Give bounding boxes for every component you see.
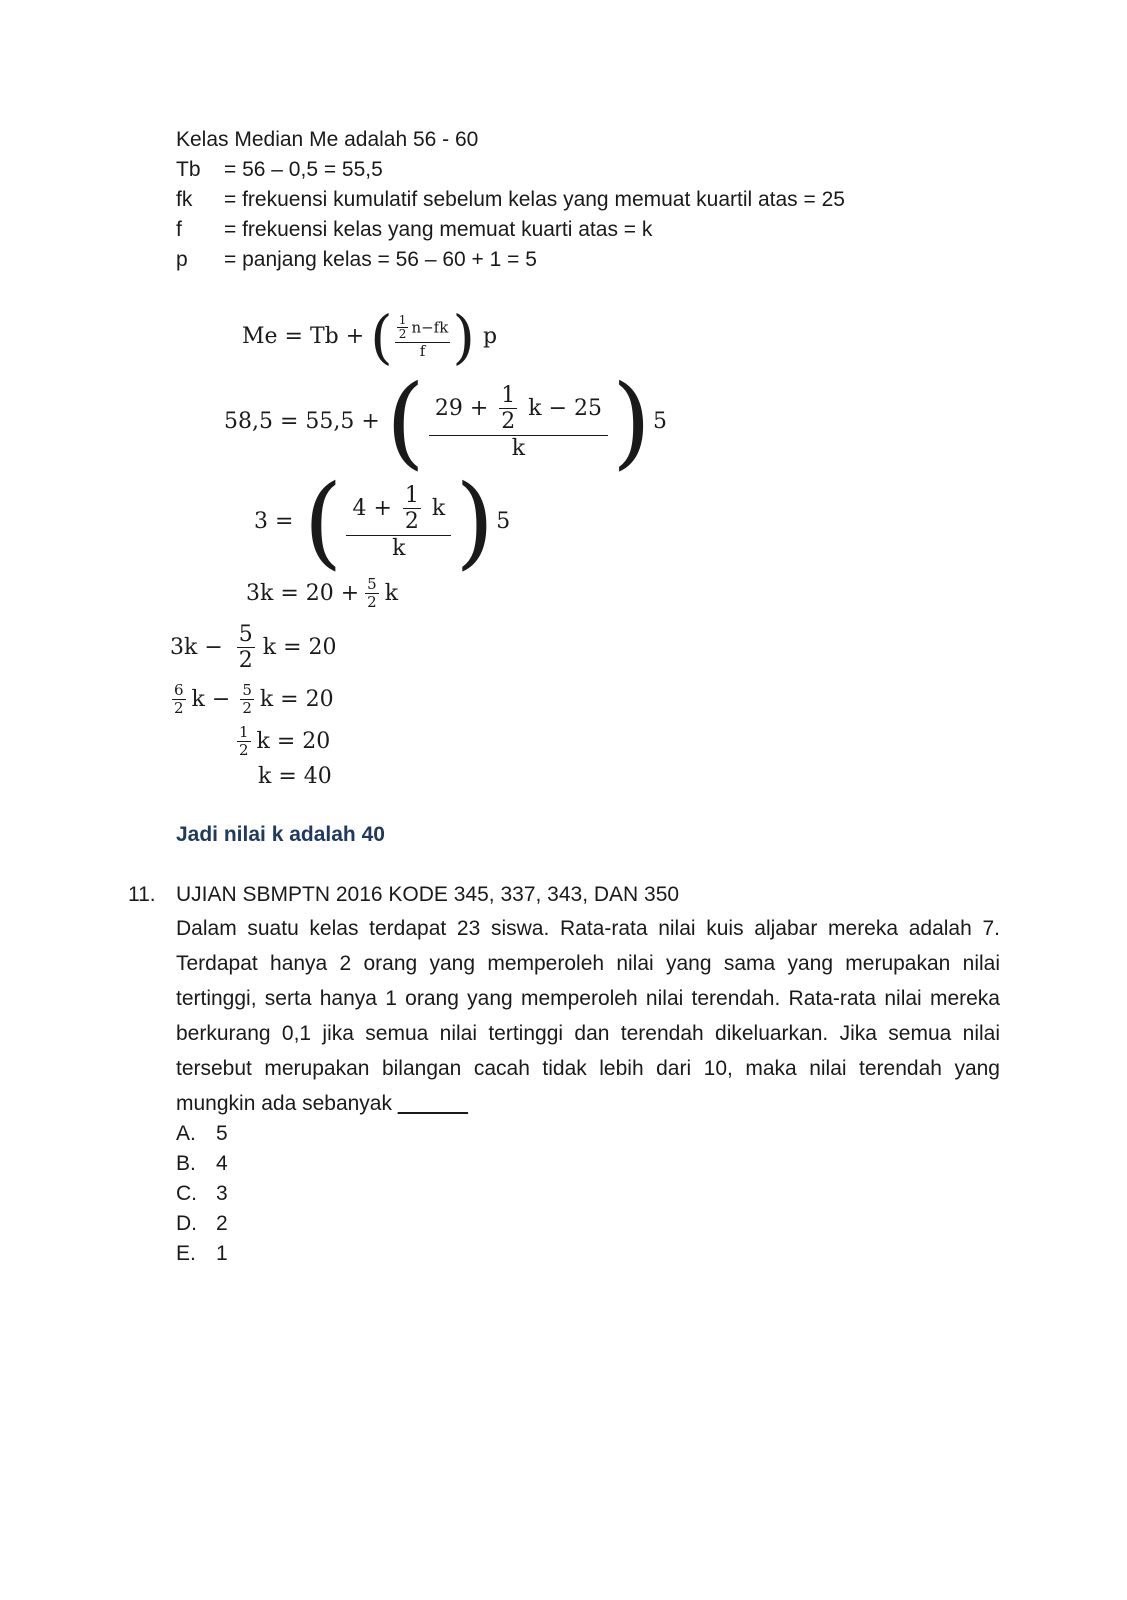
def-label-tb: Tb xyxy=(176,158,201,181)
right-paren: ) xyxy=(455,463,495,580)
conclusion: Jadi nilai k adalah 40 xyxy=(176,823,385,846)
question-body: Dalam suatu kelas terdapat 23 siswa. Rata-rata nilai kuis aljabar mereka adalah 7. Terdapat hanya 2 orang yang memperoleh nilai yang sama yang merupakan nilai tertinggi, serta hanya 1 orang yang memperoleh nilai terendah. Rata-rata nilai mereka berkurang 0,1 jika semua nilai tertinggi dan terendah dikeluarkan. Jika semua nilai tersebut merupakan bilangan cacah tidak lebih dari 10, maka nilai terendah yang mungkin ada sebanyak ______ xyxy=(176,917,1000,1115)
equation-5: 3k − $\frac{5}{2}$ k = 20 xyxy=(170,622,337,674)
equation-2: 58,5 = 55,5 + ( 29 + $\frac{1}{2}$ k − 25 k ) 5 xyxy=(224,363,668,480)
def-value-fk: = frekuensi kumulatif sebelum kelas yang memuat kuartil atas = 25 xyxy=(224,188,845,211)
equation-6: $\frac{6}{2}$ k − $\frac{5}{2}$ k = 20 xyxy=(174,681,334,718)
fraction: $\frac{5}{2}$ xyxy=(367,575,377,612)
equation-8: k = 40 xyxy=(258,764,332,789)
equation-7: $\frac{1}{2}$ k = 20 xyxy=(239,723,331,760)
left-paren: ( xyxy=(303,463,343,580)
median-formula: Me = Tb + ( $\frac{1}{2}$ n−fk f ) p xyxy=(242,303,498,371)
right-paren: ) xyxy=(612,363,652,480)
fraction: $\frac{1}{2}$ xyxy=(239,723,249,760)
def-value-p: = panjang kelas = 56 – 60 + 1 = 5 xyxy=(224,248,537,271)
left-paren: ( xyxy=(385,363,425,480)
fraction: $\frac{5}{2}$ xyxy=(238,622,253,674)
median-class-line: Kelas Median Me adalah 56 - 60 xyxy=(176,128,479,151)
option-a[interactable]: A. 5 xyxy=(176,1122,228,1145)
equation-4: 3k = 20 + $\frac{5}{2}$ k xyxy=(246,575,399,612)
def-value-f: = frekuensi kelas yang memuat kuarti atas = k xyxy=(224,218,653,241)
fraction: 29 + $\frac{1}{2}$ k − 25 k xyxy=(429,383,608,461)
answer-blank: ______ xyxy=(397,1092,468,1115)
def-value-tb: = 56 – 0,5 = 55,5 xyxy=(224,158,383,181)
option-c[interactable]: C. 3 xyxy=(176,1182,228,1205)
question-number: 11. xyxy=(128,883,156,906)
fraction: 4 + $\frac{1}{2}$ k k xyxy=(346,483,451,561)
option-e[interactable]: E. 1 xyxy=(176,1242,228,1265)
fraction: $\frac{5}{2}$ xyxy=(242,681,252,718)
def-label-p: p xyxy=(176,248,188,271)
right-paren: ) xyxy=(452,303,475,371)
def-label-f: f xyxy=(176,218,182,241)
option-b[interactable]: B. 4 xyxy=(176,1152,228,1175)
left-paren: ( xyxy=(370,303,393,371)
fraction: $\frac{6}{2}$ xyxy=(174,681,184,718)
def-label-fk: fk xyxy=(176,188,193,211)
equation-3: 3 = ( 4 + $\frac{1}{2}$ k k ) 5 xyxy=(254,463,511,580)
fraction: $\frac{1}{2}$ n−fk f xyxy=(395,314,451,361)
option-d[interactable]: D. 2 xyxy=(176,1212,228,1235)
question-title: UJIAN SBMPTN 2016 KODE 345, 337, 343, DAN 350 xyxy=(176,883,680,906)
